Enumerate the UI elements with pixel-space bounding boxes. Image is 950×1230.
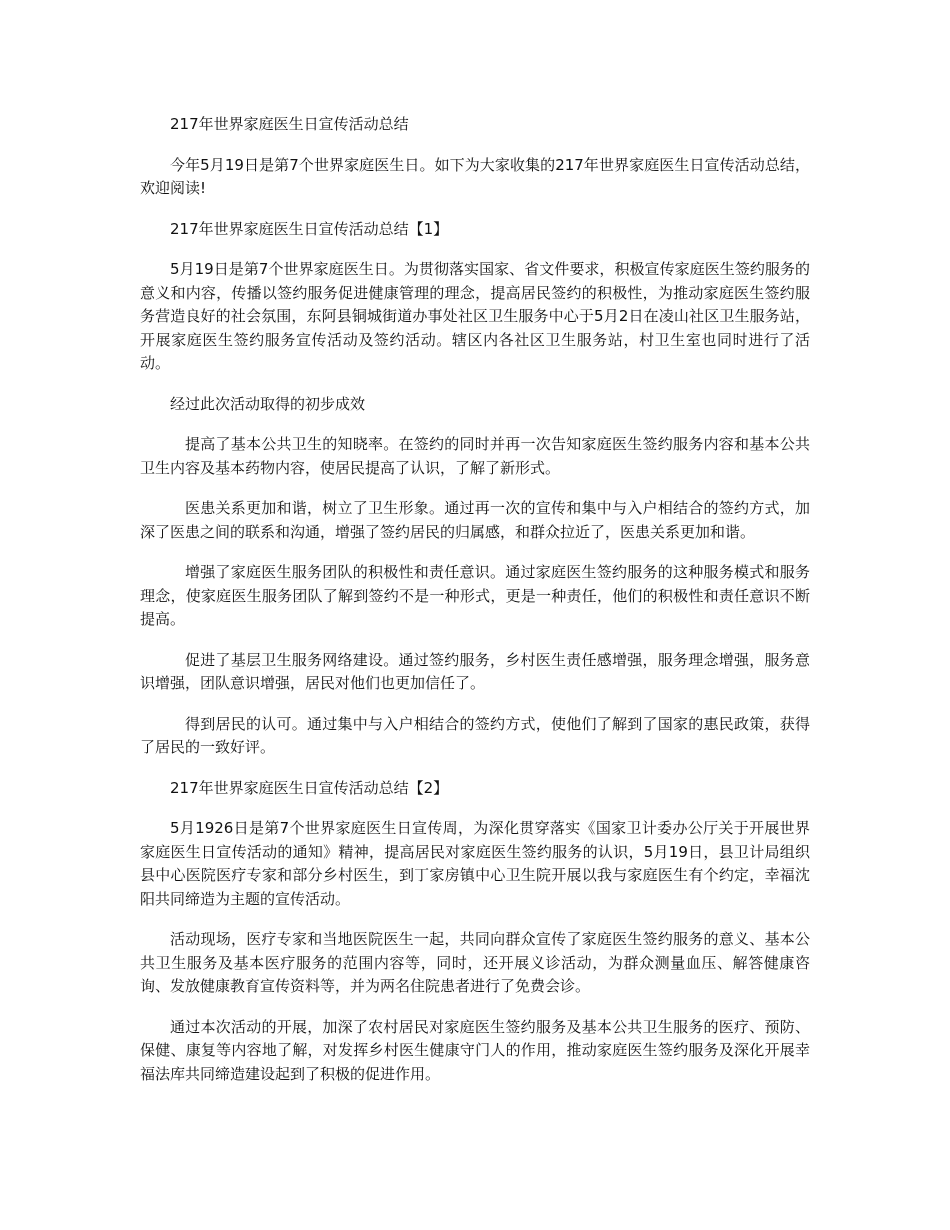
document-title: 217年世界家庭医生日宣传活动总结 — [170, 115, 409, 133]
section1-subheading: 经过此次活动取得的初步成效 — [170, 394, 366, 413]
section2-paragraph: 通过本次活动的开展，加深了农村居民对家庭医生签约服务及基本公共卫生服务的医疗、预防、保健、康复等内容地了解，对发挥乡村医生健康守门人的作用，推动家庭医生签约服务及深化开展幸福法库共同缔造建设起到了积极的促进作用。 — [140, 1017, 810, 1083]
document-page — [140, 113, 810, 1103]
section2-paragraph: 5月1926日是第7个世界家庭医生日宣传周，为深化贯穿落实《国家卫计委办公厅关于开展世界家庭医生日宣传活动的通知》精神，提高居民对家庭医生签约服务的认识，5月19日，县卫计局组织县中心医院医疗专家和部分乡村医生，到丁家房镇中心卫生院开展以我与家庭医生有个约定，幸福沈阳共同缔造为主题的宣传活动。 — [140, 819, 810, 908]
section1-paragraph: 5月19日是第7个世界家庭医生日。为贯彻落实国家、省文件要求，积极宣传家庭医生签约服务的意义和内容，传播以签约服务促进健康管理的理念，提高居民签约的积极性，为推动家庭医生签约服务营造良好的社会氛围，东阿县铜城街道办事处社区卫生服务中心于5月2日在凌山社区卫生服务站，开展家庭医生签约服务宣传活动及签约活动。辖区内各社区卫生服务站，村卫生室也同时进行了活动。 — [140, 260, 810, 372]
achievement-item: 医患关系更加和谐，树立了卫生形象。通过再一次的宣传和集中与入户相结合的签约方式，加深了医患之间的联系和沟通，增强了签约居民的归属感，和群众拉近了，医患关系更加和谐。 — [140, 499, 810, 541]
achievement-item: 提高了基本公共卫生的知晓率。在签约的同时并再一次告知家庭医生签约服务内容和基本公共卫生内容及基本药物内容，使居民提高了认识，了解了新形式。 — [140, 435, 810, 477]
section1-heading: 217年世界家庭医生日宣传活动总结【1】 — [170, 219, 449, 238]
section2-heading: 217年世界家庭医生日宣传活动总结【2】 — [170, 778, 449, 797]
intro-paragraph: 今年5月19日是第7个世界家庭医生日。如下为大家收集的217年世界家庭医生日宣传活动总结，欢迎阅读! — [140, 155, 810, 197]
achievement-item: 得到居民的认可。通过集中与入户相结合的签约方式，使他们了解到了国家的惠民政策，获得了居民的一致好评。 — [140, 714, 810, 756]
achievement-item: 促进了基层卫生服务网络建设。通过签约服务，乡村医生责任感增强，服务理念增强，服务意识增强，团队意识增强，居民对他们也更加信任了。 — [140, 650, 810, 692]
achievement-item: 增强了家庭医生服务团队的积极性和责任意识。通过家庭医生签约服务的这种服务模式和服务理念，使家庭医生服务团队了解到签约不是一种形式，更是一种责任，他们的积极性和责任意识不断提高。 — [140, 563, 810, 628]
section2-paragraph: 活动现场，医疗专家和当地医院医生一起，共同向群众宣传了家庭医生签约服务的意义、基本公共卫生服务及基本医疗服务的范围内容等，同时，还开展义诊活动，为群众测量血压、解答健康咨询、发放健康教育宣传资料等，并为两名住院患者进行了免费会诊。 — [140, 930, 810, 995]
